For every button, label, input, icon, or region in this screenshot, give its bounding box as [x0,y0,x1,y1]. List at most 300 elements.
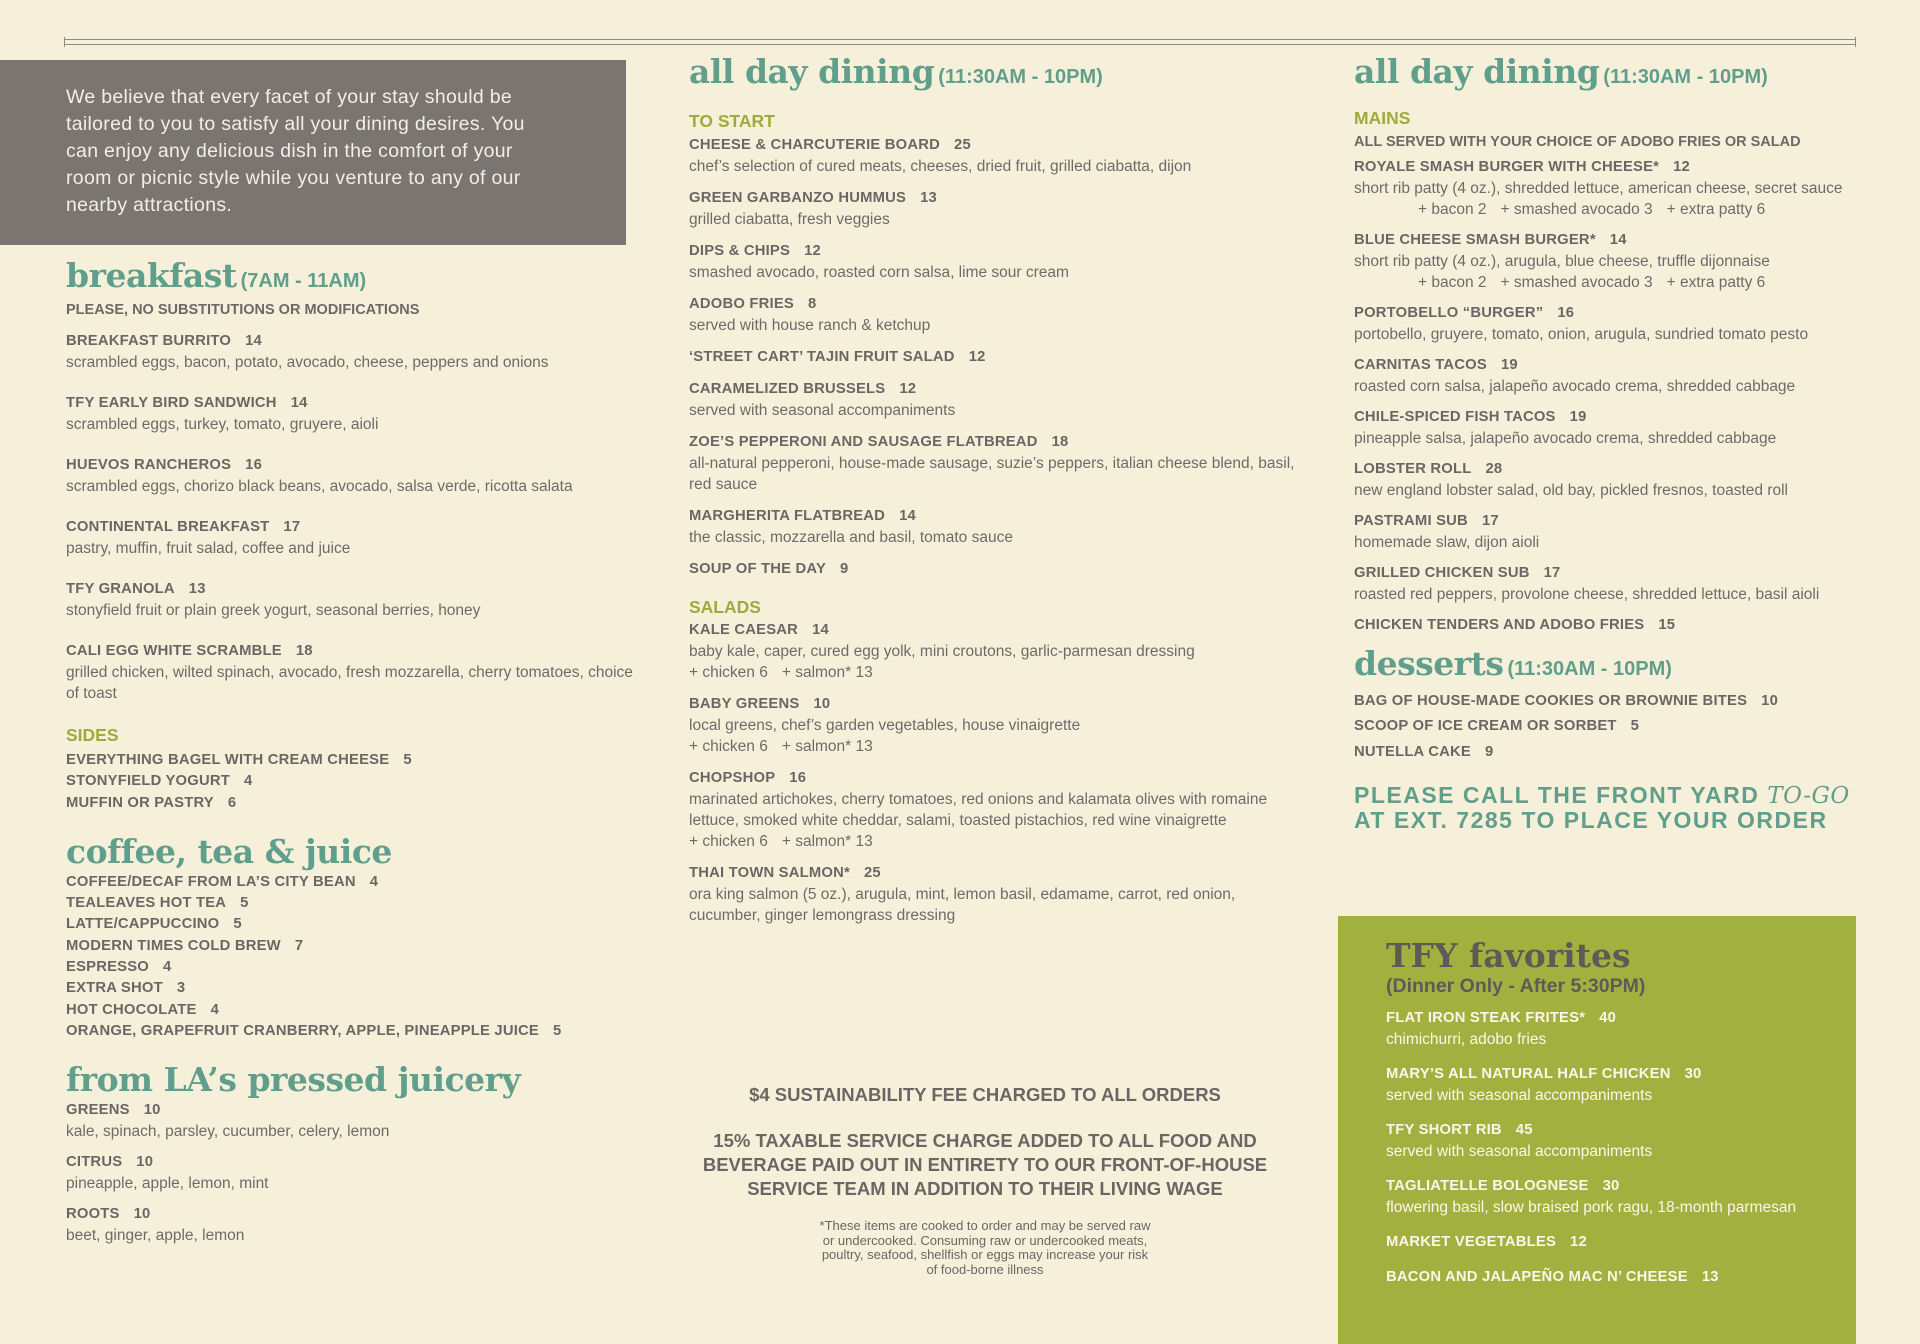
menu-item-name: THAI TOWN SALMON* [689,865,850,881]
menu-item-price: 40 [1599,1010,1617,1026]
menu-item-addons [1354,199,1874,220]
menu-item-price: 12 [804,243,821,259]
menu-item [1386,1120,1808,1162]
menu-item-name: ‘STREET CART’ TAJIN FRUIT SALAD [689,349,955,365]
menu-item-name: COFFEE/DECAF FROM LA’S CITY BEAN [66,873,356,890]
to-go-call [1354,783,1874,832]
menu-item-title [66,978,636,999]
menu-item-title [1354,407,1874,428]
menu-item-price: 5 [240,895,249,912]
desserts-hours: (11:30AM - 10PM) [1507,658,1672,680]
menu-item-desc: served with house ranch & ketchup [689,317,931,334]
menu-item [689,694,1299,757]
menu-item [1386,1064,1808,1106]
menu-item-name: MODERN TIMES COLD BREW [66,937,281,954]
menu-item-title [689,432,1299,453]
menu-item [66,1152,636,1194]
juicery-list [66,1100,636,1246]
all-day-title-2: all day dining [1354,52,1600,91]
desserts-list [1354,691,1874,763]
menu-item-name: PASTRAMI SUB [1354,513,1468,529]
menu-item-name: TEALEAVES HOT TEA [66,895,227,912]
menu-item-addons [1354,272,1874,293]
menu-item-price: 4 [210,1001,219,1018]
menu-item-price: 30 [1602,1178,1620,1194]
menu-item [66,936,636,957]
menu-item-desc: short rib patty (4 oz.), shredded lettuce, american cheese, secret sauce [1354,180,1843,197]
menu-item-name: SCOOP OF ICE CREAM OR SORBET [1354,718,1617,735]
column-all-day-1 [689,52,1299,937]
menu-item-price: 4 [369,873,379,890]
menu-item-price: 4 [244,773,253,790]
menu-item [1354,691,1874,712]
menu-item-price: 45 [1515,1122,1533,1138]
menu-item [1354,355,1874,397]
menu-item-name: CHEESE & CHARCUTERIE BOARD [689,137,941,153]
menu-item-desc: grilled ciabatta, fresh veggies [689,211,890,228]
menu-item-title [66,1204,636,1225]
menu-item-name: CALI EGG WHITE SCRAMBLE [66,643,282,659]
menu-item-name: GREENS [66,1102,130,1119]
menu-item-price: 10 [813,696,831,712]
favorites-title: TFY favorites [1386,936,1631,975]
menu-item [1386,1267,1808,1288]
menu-item [1354,615,1874,636]
menu-item-addons [689,736,1299,757]
menu-item-desc: scrambled eggs, chorizo black beans, avocado, salsa verde, ricotta salata [66,478,573,495]
mains-heading: MAINS [1354,108,1411,128]
menu-item-desc: served with seasonal accompaniments [689,402,956,419]
menu-item-name: TAGLIATELLE BOLOGNESE [1386,1178,1589,1194]
menu-item-price: 12 [899,381,917,397]
menu-item-title [1386,1064,1808,1085]
addon-option: + smashed avocado 3 [1500,274,1653,291]
menu-item [1354,511,1874,553]
menu-item-desc: marinated artichokes, cherry tomatoes, red onions and kalamata olives with romaine lettuce, smoked white cheddar, salami, toasted pistachios, red wine vinaigrette [689,791,1268,829]
menu-item-name: EVERYTHING BAGEL WITH CREAM CHEESE [66,752,390,768]
to-go-word: TO-GO [1767,782,1850,809]
menu-item [66,793,636,814]
menu-item-price: 5 [403,752,412,768]
menu-item-price: 13 [920,190,937,206]
menu-item-title [66,579,636,600]
menu-item-title [1386,1176,1808,1197]
menu-item [689,188,1299,230]
menu-item-desc: roasted corn salsa, jalapeño avocado crema, shredded cabbage [1354,378,1796,395]
menu-item-name: MARGHERITA FLATBREAD [689,508,886,524]
menu-item-price: 5 [1630,718,1640,735]
menu-item [66,750,636,771]
menu-item-title [1354,716,1874,737]
menu-item-title [1386,1267,1808,1288]
menu-item-name: HUEVOS RANCHEROS [66,457,232,473]
menu-item [689,294,1299,336]
menu-item-name: LOBSTER ROLL [1354,461,1472,477]
menu-item [66,1000,636,1021]
menu-item-desc: local greens, chef’s garden vegetables, house vinaigrette [689,717,1081,734]
menu-item-name: PORTOBELLO “BURGER” [1354,305,1544,321]
menu-item-price: 14 [245,333,262,349]
menu-item-title [689,694,1299,715]
menu-item-desc: pineapple, apple, lemon, mint [66,1175,269,1193]
menu-item-desc: all-natural pepperoni, house-made sausage, suzie’s peppers, italian cheese blend, basil, red sauce [689,455,1295,493]
menu-item [66,978,636,999]
menu-item-title [66,771,636,792]
menu-item-title [1354,459,1874,480]
menu-item-name: ADOBO FRIES [689,296,794,312]
menu-item-title [1386,1232,1808,1253]
menu-item [66,455,636,497]
desserts-title: desserts [1354,644,1504,683]
mains-note: ALL SERVED WITH YOUR CHOICE OF ADOBO FRIES OR SALAD [1354,134,1801,150]
menu-item-name: ROYALE SMASH BURGER WITH CHEESE* [1354,159,1660,175]
all-day-heading-2 [1354,52,1874,97]
menu-item [1354,459,1874,501]
menu-item-price: 19 [1500,357,1518,373]
menu-item [66,579,636,621]
menu-item-price: 14 [812,622,829,638]
menu-item [66,872,636,893]
menu-item [66,771,636,792]
menu-item-desc: scrambled eggs, bacon, potato, avocado, cheese, peppers and onions [66,354,549,371]
menu-item-name: CITRUS [66,1154,123,1171]
addon-option: + salmon* 13 [781,738,873,755]
addon-option: + bacon 2 [1418,201,1487,218]
menu-item-desc: short rib patty (4 oz.), arugula, blue cheese, truffle dijonnaise [1354,253,1770,270]
menu-item-title [66,750,636,771]
addon-option: + smashed avocado 3 [1500,201,1653,218]
menu-item-name: DIPS & CHIPS [689,243,791,259]
menu-item-price: 16 [245,457,263,473]
menu-item [1354,563,1874,605]
menu-item-price: 28 [1485,461,1503,477]
menu-item-desc: smashed avocado, roasted corn salsa, lime sour cream [689,264,1069,281]
menu-item-name: BABY GREENS [689,696,800,712]
addon-option: + bacon 2 [1418,274,1487,291]
menu-item-price: 5 [233,916,242,933]
menu-item-title [689,294,1299,315]
menu-item-title [1386,1008,1808,1029]
fees-block [689,1083,1281,1277]
column-all-day-2 [1354,52,1874,832]
menu-item-name: BLUE CHEESE SMASH BURGER* [1354,232,1596,248]
menu-item-desc: served with seasonal accompaniments [1386,1143,1653,1160]
desserts-heading [1354,644,1874,689]
intro-panel: We believe that every facet of your stay should be tailored to you to satisfy all your dining desires. You can enjoy any delicious dish in the comfort of your room or picnic style while you venture to any of our nearby attractions. [0,60,626,245]
menu-item-name: CONTINENTAL BREAKFAST [66,519,270,535]
menu-item-desc: chimichurri, adobo fries [1386,1031,1547,1048]
menu-item-title [1354,511,1874,532]
menu-item-desc: pineapple salsa, jalapeño avocado crema, shredded cabbage [1354,430,1777,447]
menu-item-desc: portobello, gruyere, tomato, onion, arugula, sundried tomato pesto [1354,326,1809,343]
menu-item [689,379,1299,421]
menu-item-price: 13 [1701,1269,1719,1285]
menu-item [689,432,1299,495]
menu-item [689,559,1299,580]
menu-item-name: CHILE-SPICED FISH TACOS [1354,409,1556,425]
menu-item-desc: beet, ginger, apple, lemon [66,1227,245,1245]
menu-item-price: 16 [1557,305,1575,321]
menu-item-name: BACON AND JALAPEÑO MAC N’ CHEESE [1386,1269,1688,1285]
coffee-heading: coffee, tea & juice [66,831,392,871]
menu-item-title [1354,742,1874,763]
to-go-line-1 [1354,783,1874,808]
menu-item-title [689,135,1299,156]
menu-item-desc: scrambled eggs, turkey, tomato, gruyere, aioli [66,416,379,433]
to-go-line-1a: PLEASE CALL THE FRONT YARD [1354,781,1760,808]
menu-item [689,241,1299,283]
addon-option: + extra patty 6 [1666,201,1766,218]
menu-item [66,1100,636,1142]
menu-item-name: GRILLED CHICKEN SUB [1354,565,1530,581]
menu-item-name: TFY GRANOLA [66,581,175,597]
menu-item-title [689,863,1299,884]
menu-item-name: MUFFIN OR PASTRY [66,794,214,811]
menu-item-name: ZOE’S PEPPERONI AND SAUSAGE FLATBREAD [689,434,1038,450]
menu-item-title [66,1000,636,1021]
menu-item-price: 4 [163,959,172,976]
addon-option: + chicken 6 [689,664,768,681]
menu-item-price: 16 [789,770,807,786]
menu-item-name: NUTELLA CAKE [1354,743,1471,760]
menu-item-price: 10 [133,1206,151,1223]
menu-item-desc: new england lobster salad, old bay, pickled fresnos, toasted roll [1354,482,1788,499]
salads-heading: SALADS [689,597,761,617]
menu-item-price: 17 [283,519,301,535]
menu-item [689,506,1299,548]
menu-item-name: LATTE/CAPPUCCINO [66,916,220,933]
menu-item-desc: grilled chicken, wilted spinach, avocado, fresh mozzarella, cherry tomatoes, choice of toast [66,664,633,702]
menu-item-title [1354,563,1874,584]
menu-item-price: 12 [1673,159,1690,175]
to-go-line-2: AT EXT. 7285 TO PLACE YOUR ORDER [1354,806,1828,833]
menu-item [1354,230,1874,293]
menu-item-name: TFY SHORT RIB [1386,1122,1502,1138]
menu-item-title [1354,230,1874,251]
menu-item [1354,303,1874,345]
all-day-hours-2: (11:30AM - 10PM) [1603,66,1768,88]
menu-item [66,517,636,559]
menu-item-price: 14 [290,395,308,411]
sustainability-fee: $4 SUSTAINABILITY FEE CHARGED TO ALL ORDERS [749,1084,1221,1105]
menu-item-name: ESPRESSO [66,959,150,976]
menu-item-name: CARNITAS TACOS [1354,357,1487,373]
menu-item [689,768,1299,852]
menu-item-title [66,517,636,538]
menu-item-price: 15 [1658,617,1676,633]
addon-option: + chicken 6 [689,833,768,850]
menu-item-price: 19 [1569,409,1587,425]
menu-item [1354,716,1874,737]
menu-item [66,914,636,935]
menu-item-title [66,957,636,978]
addon-option: + chicken 6 [689,738,768,755]
menu-item-title [689,559,1299,580]
menu-item-title [689,620,1299,641]
menu-item-desc: pastry, muffin, fruit salad, coffee and juice [66,540,351,557]
addon-option: + extra patty 6 [1666,274,1766,291]
menu-item [1354,742,1874,763]
favorites-subtitle: (Dinner Only - After 5:30PM) [1386,975,1646,997]
menu-item [66,957,636,978]
menu-item-name: CHICKEN TENDERS AND ADOBO FRIES [1354,617,1645,633]
mains-list [1354,157,1874,636]
menu-item-title [1354,303,1874,324]
menu-item-name: CHOPSHOP [689,770,776,786]
menu-item [66,393,636,435]
top-rule-inner [64,44,1856,45]
menu-item-desc: served with seasonal accompaniments [1386,1087,1653,1104]
menu-item-desc: ora king salmon (5 oz.), arugula, mint, lemon basil, edamame, carrot, red onion, cucumber, ginger lemongrass dressing [689,886,1236,924]
all-day-hours-1: (11:30AM - 10PM) [938,66,1103,88]
menu-item-title [66,793,636,814]
sides-list [66,750,636,814]
menu-item-title [66,1100,636,1121]
consumer-advisory: *These items are cooked to order and may be served raw or undercooked. Consuming raw or undercooked meats, poultry, seafood, shellfish or eggs may increase your risk of food-borne illness [819,1218,1151,1277]
menu-item-title [689,506,1299,527]
menu-item-title [689,188,1299,209]
menu-item-title [66,641,636,662]
menu-item-name: MARKET VEGETABLES [1386,1234,1557,1250]
to-start-list [689,135,1299,580]
menu-item-name: HOT CHOCOLATE [66,1001,197,1018]
menu-item-name: EXTRA SHOT [66,980,163,997]
menu-item-name: FLAT IRON STEAK FRITES* [1386,1010,1586,1026]
menu-item-title [66,331,636,352]
menu-item [689,620,1299,683]
all-day-heading-1 [689,52,1299,97]
menu-item-name: BAG OF HOUSE-MADE COOKIES OR BROWNIE BITES [1354,693,1748,709]
menu-item [1354,157,1874,220]
rule-cap-right [1855,37,1856,47]
menu-item-desc: flowering basil, slow braised pork ragu, 18-month parmesan [1386,1199,1797,1216]
menu-item-name: ROOTS [66,1206,120,1223]
menu-item-name: KALE CAESAR [689,622,799,638]
menu-item-title [689,347,1299,368]
menu-item-price: 25 [954,137,971,153]
menu-item-title [1354,691,1874,712]
menu-item-price: 18 [1051,434,1069,450]
menu-item-price: 10 [143,1102,161,1119]
menu-item-price: 13 [188,581,206,597]
menu-item-title [66,1021,636,1042]
menu-item-name: MARY’S ALL NATURAL HALF CHICKEN [1386,1066,1671,1082]
menu-item [1386,1232,1808,1253]
menu-item-title [689,768,1299,789]
menu-item-price: 18 [295,643,313,659]
menu-item-addons [689,831,1299,852]
breakfast-heading [66,256,636,301]
addon-option: + salmon* 13 [781,833,873,850]
service-charge: 15% TAXABLE SERVICE CHARGE ADDED TO ALL FOOD AND BEVERAGE PAID OUT IN ENTIRETY TO OUR FRONT-OF-HOUSE SERVICE TEAM IN ADDITION TO THEIR LIVING WAGE [702,1130,1268,1199]
menu-item [689,135,1299,177]
menu-item-title [66,1152,636,1173]
breakfast-title: breakfast [66,256,237,295]
menu-item [66,1204,636,1246]
menu-item-name: TFY EARLY BIRD SANDWICH [66,395,277,411]
menu-item-title [1354,157,1874,178]
menu-item-price: 5 [553,1022,562,1039]
menu-item [66,893,636,914]
menu-item [66,331,636,373]
menu-item-price: 30 [1684,1066,1702,1082]
menu-item-addons [689,662,1299,683]
menu-item-title [66,393,636,414]
menu-item-title [689,241,1299,262]
salads-list [689,620,1299,926]
favorites-list [1386,1008,1808,1288]
menu-item-desc: roasted red peppers, provolone cheese, shredded lettuce, basil aioli [1354,586,1820,603]
column-breakfast [66,256,636,1256]
addon-option: + salmon* 13 [781,664,873,681]
menu-item-price: 9 [840,561,849,577]
menu-item-name: STONYFIELD YOGURT [66,773,230,790]
favorites-panel [1338,916,1856,1344]
menu-item-price: 17 [1481,513,1499,529]
coffee-list [66,872,636,1042]
menu-item-price: 10 [1761,693,1778,709]
menu-item-title [1354,615,1874,636]
menu-item-price: 9 [1484,743,1494,760]
menu-item [66,1021,636,1042]
juicery-heading: from LA’s pressed juicery [66,1060,521,1100]
menu-item-price: 7 [294,937,304,954]
menu-item-title [66,893,636,914]
menu-item-name: SOUP OF THE DAY [689,561,827,577]
to-start-heading: TO START [689,111,775,131]
menu-item-name: ORANGE, GRAPEFRUIT CRANBERRY, APPLE, PINEAPPLE JUICE [66,1022,539,1039]
menu-item-price: 12 [1570,1234,1587,1250]
menu-item-title [66,455,636,476]
menu-item-title [689,379,1299,400]
breakfast-list [66,331,636,704]
menu-item-price: 25 [863,865,881,881]
top-rule [64,39,1856,40]
menu-item [1386,1008,1808,1050]
menu-item-title [66,936,636,957]
menu-item-desc: baby kale, caper, cured egg yolk, mini croutons, garlic-parmesan dressing [689,643,1195,660]
rule-cap-left [64,37,65,47]
menu-item-name: BREAKFAST BURRITO [66,333,232,349]
sides-heading: SIDES [66,725,119,745]
menu-item-price: 10 [136,1154,154,1171]
menu-item-desc: kale, spinach, parsley, cucumber, celery, lemon [66,1123,390,1141]
menu-item-desc: the classic, mozzarella and basil, tomato sauce [689,529,1013,546]
menu-item [1386,1176,1808,1218]
menu-item-title [1386,1120,1808,1141]
menu-item-price: 6 [227,794,237,811]
menu-item-title [1354,355,1874,376]
menu-item [689,347,1299,368]
menu-item-price: 8 [807,296,817,312]
menu-item-desc: stonyfield fruit or plain greek yogurt, seasonal berries, honey [66,602,481,619]
menu-item-price: 14 [1609,232,1627,248]
menu-item-price: 17 [1543,565,1561,581]
menu-item-price: 12 [968,349,986,365]
breakfast-hours: (7AM - 11AM) [240,270,367,292]
menu-item-desc: homemade slaw, dijon aioli [1354,534,1540,551]
menu-item-price: 3 [176,980,186,997]
menu-item-desc: chef’s selection of cured meats, cheeses, dried fruit, grilled ciabatta, dijon [689,158,1192,175]
menu-item [1354,407,1874,449]
menu-item [66,641,636,704]
menu-item-title [66,914,636,935]
menu-item [689,863,1299,926]
menu-item-title [66,872,636,893]
all-day-title-1: all day dining [689,52,935,91]
menu-item-price: 14 [899,508,916,524]
menu-item-name: CARAMELIZED BRUSSELS [689,381,886,397]
